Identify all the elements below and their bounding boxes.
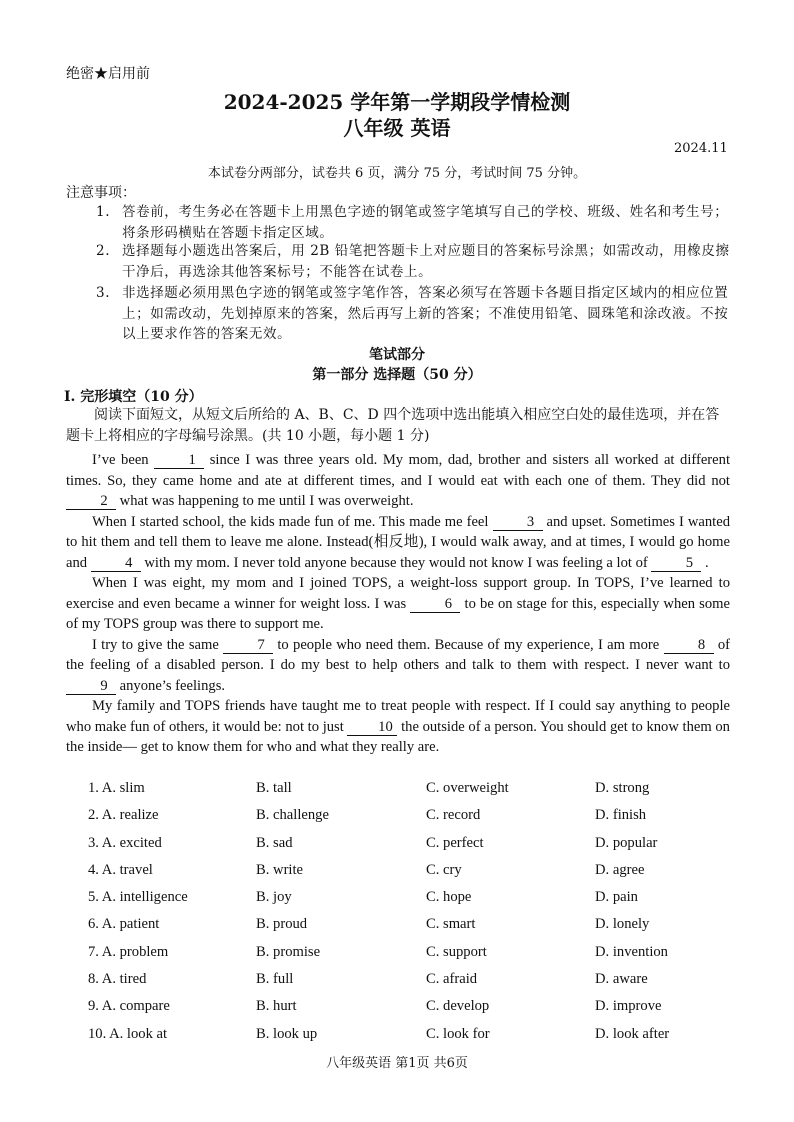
option-d: D. lonely	[595, 916, 650, 933]
option-row	[88, 916, 738, 943]
option-a: 4. A. travel	[88, 861, 153, 878]
answer-blank: 10	[347, 720, 397, 736]
option-a: 1. A. slim	[88, 780, 145, 796]
written-section-title: 笔试部分	[369, 347, 425, 363]
note-number: 1.	[96, 204, 111, 220]
notes-heading: 注意事项：	[66, 185, 136, 201]
confidential-mark: 绝密★启用前	[66, 66, 150, 82]
note-number: 3.	[96, 285, 111, 301]
option-c: C. hope	[426, 889, 472, 906]
option-row	[88, 1026, 738, 1053]
option-b: B. sad	[256, 834, 293, 851]
option-d: D. agree	[595, 861, 645, 878]
option-a: 3. A. excited	[88, 834, 162, 851]
option-b: B. tall	[256, 780, 292, 796]
note-item	[96, 202, 736, 243]
option-b: B. write	[256, 861, 304, 878]
option-c: C. perfect	[426, 834, 484, 851]
note-number: 2.	[96, 243, 111, 259]
option-c: C. afraid	[426, 971, 478, 988]
option-a: 6. A. patient	[88, 916, 160, 933]
passage-paragraph: My family and TOPS friends have taught me to treat people with respect. If I could say anything to people who make fun of others, it would be: not to just 10 the outside of a person. You should get to know them on the inside— get to know them for who and what they really are.	[66, 698, 730, 755]
option-d: D. improve	[595, 998, 662, 1015]
option-row	[88, 835, 738, 862]
note-text: 选择题每小题选出答案后，用 2B 铅笔把答题卡上对应题目的答案标号涂黑；如需改动，用橡皮擦干净后，再选涂其他答案标号；不能答在试卷上。	[122, 243, 730, 280]
option-row	[88, 807, 738, 834]
option-c: C. cry	[426, 861, 462, 878]
option-c: C. look for	[426, 1025, 490, 1042]
option-b: B. full	[256, 971, 294, 988]
note-text: 答卷前，考生务必在答题卡上用黑色字迹的钢笔或签字笔填写自己的学校、班级、姓名和考生号；将条形码横贴在答题卡指定区域。	[122, 204, 729, 241]
passage-paragraph: I’ve been 1 since I was three years old. My mom, dad, brother and sisters all worked at different times. So, they came home and ate at different times, and I would eat with each one of them. They did not 2 what was happening to me until I was overweight.	[66, 452, 730, 509]
option-d: D. aware	[595, 971, 648, 988]
note-item	[96, 283, 736, 345]
answer-blank: 4	[91, 556, 141, 572]
answer-blank: 5	[651, 556, 701, 572]
option-row	[88, 889, 738, 916]
option-row	[88, 998, 738, 1025]
exam-date: 2024.11	[674, 141, 728, 156]
answer-blank: 2	[66, 494, 116, 510]
cloze-passage	[66, 450, 730, 758]
cloze-instruction: 阅读下面短文，从短文后所给的 A、B、C、D 四个选项中选出能填入相应空白处的最佳选项，并在答题卡上将相应的字母编号涂黑。(共 10 小题，每小题 1 分)	[66, 407, 720, 444]
cloze-heading: I. 完形填空（10 分）	[64, 389, 203, 405]
option-c: C. smart	[426, 916, 476, 933]
answer-blank: 3	[493, 515, 543, 531]
option-row	[88, 971, 738, 998]
note-item	[96, 241, 736, 282]
option-d: D. popular	[595, 834, 658, 851]
option-row	[88, 862, 738, 889]
passage-paragraph: When I started school, the kids made fun of me. This made me feel 3 and upset. Sometimes I wanted to hit them and tell them to leave me alone. Instead(相反地), I would walk away, and at times, I would go home and 4 with my mom. I never told anyone because they would not know I was feeling a lot of 5 .	[66, 513, 730, 571]
option-d: D. invention	[595, 943, 668, 960]
answer-blank: 9	[66, 679, 116, 695]
option-row	[88, 944, 738, 971]
option-d: D. pain	[595, 889, 638, 906]
answer-blank: 7	[223, 638, 273, 654]
option-b: B. look up	[256, 1025, 318, 1042]
option-c: C. overweight	[426, 780, 509, 796]
exam-intro: 本试卷分两部分，试卷共 6 页，满分 75 分，考试时间 75 分钟。	[207, 166, 587, 181]
option-b: B. proud	[256, 916, 308, 933]
exam-subtitle: 八年级 英语	[343, 116, 451, 140]
option-c: C. record	[426, 807, 481, 824]
option-b: B. challenge	[256, 807, 329, 824]
passage-paragraph: I try to give the same 7 to people who need them. Because of my experience, I am more 8 of the feeling of a disabled person. I do my best to help others and talk to them with respect. I never want to 9 anyone’s feelings.	[66, 636, 730, 694]
option-d: D. look after	[595, 1025, 670, 1042]
answer-blank: 1	[154, 453, 204, 469]
note-text: 非选择题必须用黑色字迹的钢笔或签字笔作答，答案必须写在答题卡各题目指定区域内的相应位置上；如需改动，先划掉原来的答案，然后再写上新的答案；不准使用铅笔、圆珠笔和涂改液。不按以上要求作答的答案无效。	[122, 285, 729, 342]
option-row	[88, 780, 738, 807]
option-b: B. promise	[256, 943, 321, 960]
answer-blank: 8	[664, 638, 714, 654]
options-list	[88, 780, 738, 1053]
exam-title: 2024-2025 学年第一学期段学情检测	[223, 90, 571, 114]
option-c: C. develop	[426, 998, 490, 1015]
option-d: D. finish	[595, 807, 647, 824]
answer-blank: 6	[410, 597, 460, 613]
option-a: 9. A. compare	[88, 998, 170, 1015]
option-a: 10. A. look at	[88, 1025, 168, 1042]
option-d: D. strong	[595, 780, 650, 796]
option-b: B. joy	[256, 889, 292, 906]
page-footer: 八年级英语 第1页 共6页	[326, 1056, 468, 1071]
option-a: 8. A. tired	[88, 971, 147, 988]
part1-title: 第一部分 选择题（50 分）	[312, 367, 482, 383]
option-a: 7. A. problem	[88, 943, 169, 960]
option-c: C. support	[426, 943, 487, 960]
option-a: 5. A. intelligence	[88, 889, 188, 906]
option-b: B. hurt	[256, 998, 297, 1015]
passage-paragraph: When I was eight, my mom and I joined TOPS, a weight-loss support group. In TOPS, I’ve learned to exercise and even became a winner for weight loss. I was 6 to be on stage for this, especially when some of my TOPS group was there to support me.	[66, 575, 730, 632]
option-a: 2. A. realize	[88, 807, 159, 824]
